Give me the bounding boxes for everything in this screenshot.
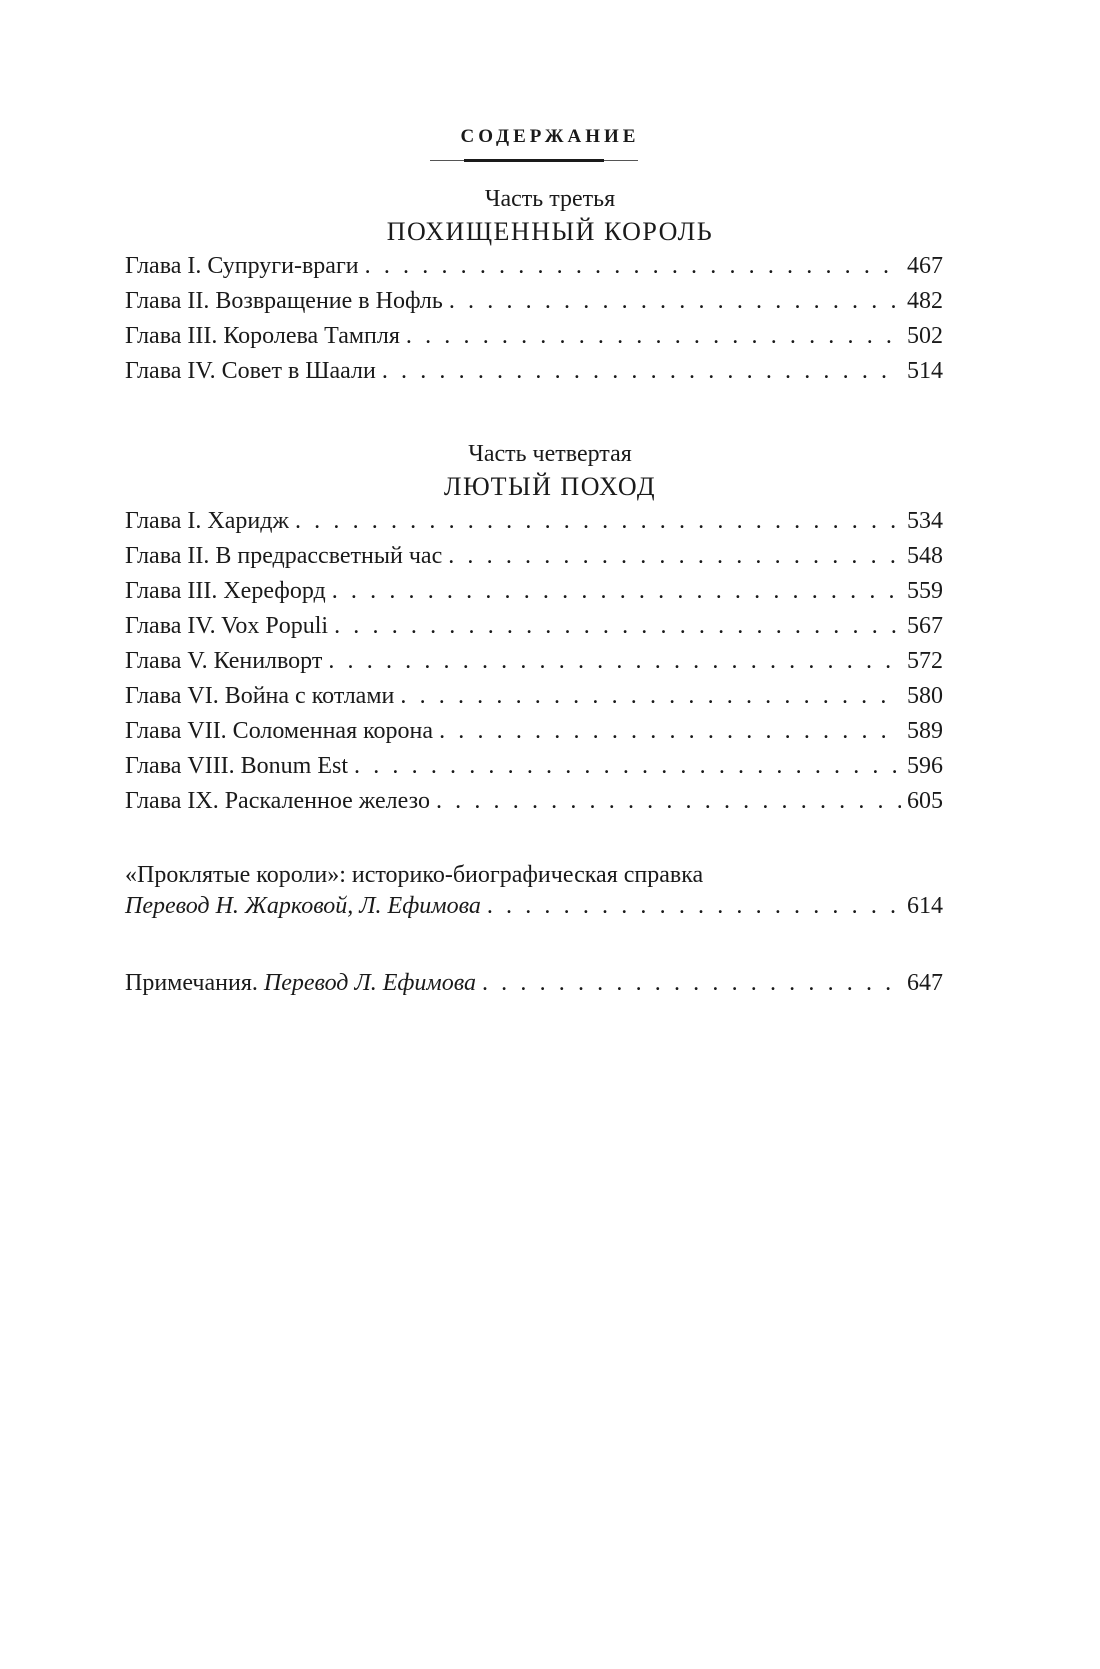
- chapter-title: Глава II. Возвращение в Нофль: [125, 288, 443, 314]
- leader-dots: [487, 893, 901, 920]
- toc-entry: [125, 683, 943, 717]
- heading-rule-accent: [464, 159, 604, 162]
- leader-dots: [448, 543, 901, 570]
- page-number: 596: [907, 753, 943, 779]
- chapter-title: Глава VI. Война с котлами: [125, 683, 395, 709]
- toc-entry: [125, 613, 943, 647]
- part-four-title: ЛЮТЫЙ ПОХОД: [443, 472, 657, 501]
- chapter-title: Глава IX. Раскаленное железо: [125, 788, 430, 814]
- chapter-title: Глава I. Супруги-враги: [125, 253, 359, 279]
- part-three-label: Часть третья: [484, 186, 616, 212]
- toc-entry: [125, 788, 943, 822]
- leader-dots: [439, 718, 901, 745]
- toc-entry: [125, 323, 943, 357]
- leader-dots: [332, 578, 901, 605]
- leader-dots: [449, 288, 901, 315]
- page-number: 548: [907, 543, 943, 569]
- notes-title: Примечания.: [125, 970, 258, 996]
- leader-dots: [365, 253, 901, 280]
- leader-dots: [436, 788, 901, 815]
- leader-dots: [400, 683, 901, 710]
- leader-dots: [482, 970, 901, 997]
- toc-entry: [125, 358, 943, 392]
- notes-label: [125, 970, 482, 997]
- leader-dots: [382, 358, 901, 385]
- toc-entry: [125, 288, 943, 322]
- page-number: 514: [907, 358, 943, 384]
- chapter-title: Глава I. Харидж: [125, 508, 289, 534]
- leader-dots: [354, 753, 901, 780]
- page-number: 614: [907, 893, 943, 919]
- page-number: 482: [907, 288, 943, 314]
- page-number: 567: [907, 613, 943, 639]
- toc-entry: [125, 648, 943, 682]
- reference-translator: Перевод Н. Жарковой, Л. Ефимова: [125, 893, 481, 919]
- leader-dots: [406, 323, 901, 350]
- page-number: 605: [907, 788, 943, 814]
- toc-entry-reference: [125, 893, 943, 927]
- part-three-title: ПОХИЩЕННЫЙ КОРОЛЬ: [386, 217, 714, 246]
- chapter-title: Глава VIII. Bonum Est: [125, 753, 349, 779]
- toc-entry-notes: [125, 970, 943, 1004]
- toc-entry: [125, 508, 943, 542]
- part-four-label: Часть четвертая: [468, 441, 632, 467]
- toc-entry: [125, 578, 943, 612]
- page-number: 580: [907, 683, 943, 709]
- chapter-title: Глава III. Херефорд: [125, 578, 326, 604]
- page-number: 467: [907, 253, 943, 279]
- page-number: 534: [907, 508, 943, 534]
- leader-dots: [334, 613, 901, 640]
- page-number: 589: [907, 718, 943, 744]
- leader-dots: [328, 648, 901, 675]
- chapter-title: Глава III. Королева Тампля: [125, 323, 400, 349]
- chapter-title: Глава IV. Совет в Шаали: [125, 358, 376, 384]
- toc-entry: [125, 543, 943, 577]
- toc-entry: [125, 718, 943, 752]
- page-number: 572: [907, 648, 943, 674]
- page-number: 502: [907, 323, 943, 349]
- leader-dots: [295, 508, 901, 535]
- toc-heading: СОДЕРЖАНИЕ: [460, 126, 640, 147]
- chapter-title: Глава VII. Соломенная корона: [125, 718, 434, 744]
- chapter-title: Глава V. Кенилворт: [125, 648, 323, 674]
- chapter-title: Глава IV. Vox Populi: [125, 613, 329, 639]
- reference-title: «Проклятые короли»: историко-биографическая справка: [125, 862, 704, 888]
- page-number: 559: [907, 578, 943, 604]
- page-number: 647: [907, 970, 943, 996]
- notes-translator: Перевод Л. Ефимова: [263, 970, 476, 996]
- chapter-title: Глава II. В предрассветный час: [125, 543, 443, 569]
- toc-entry: [125, 253, 943, 287]
- toc-entry: [125, 753, 943, 787]
